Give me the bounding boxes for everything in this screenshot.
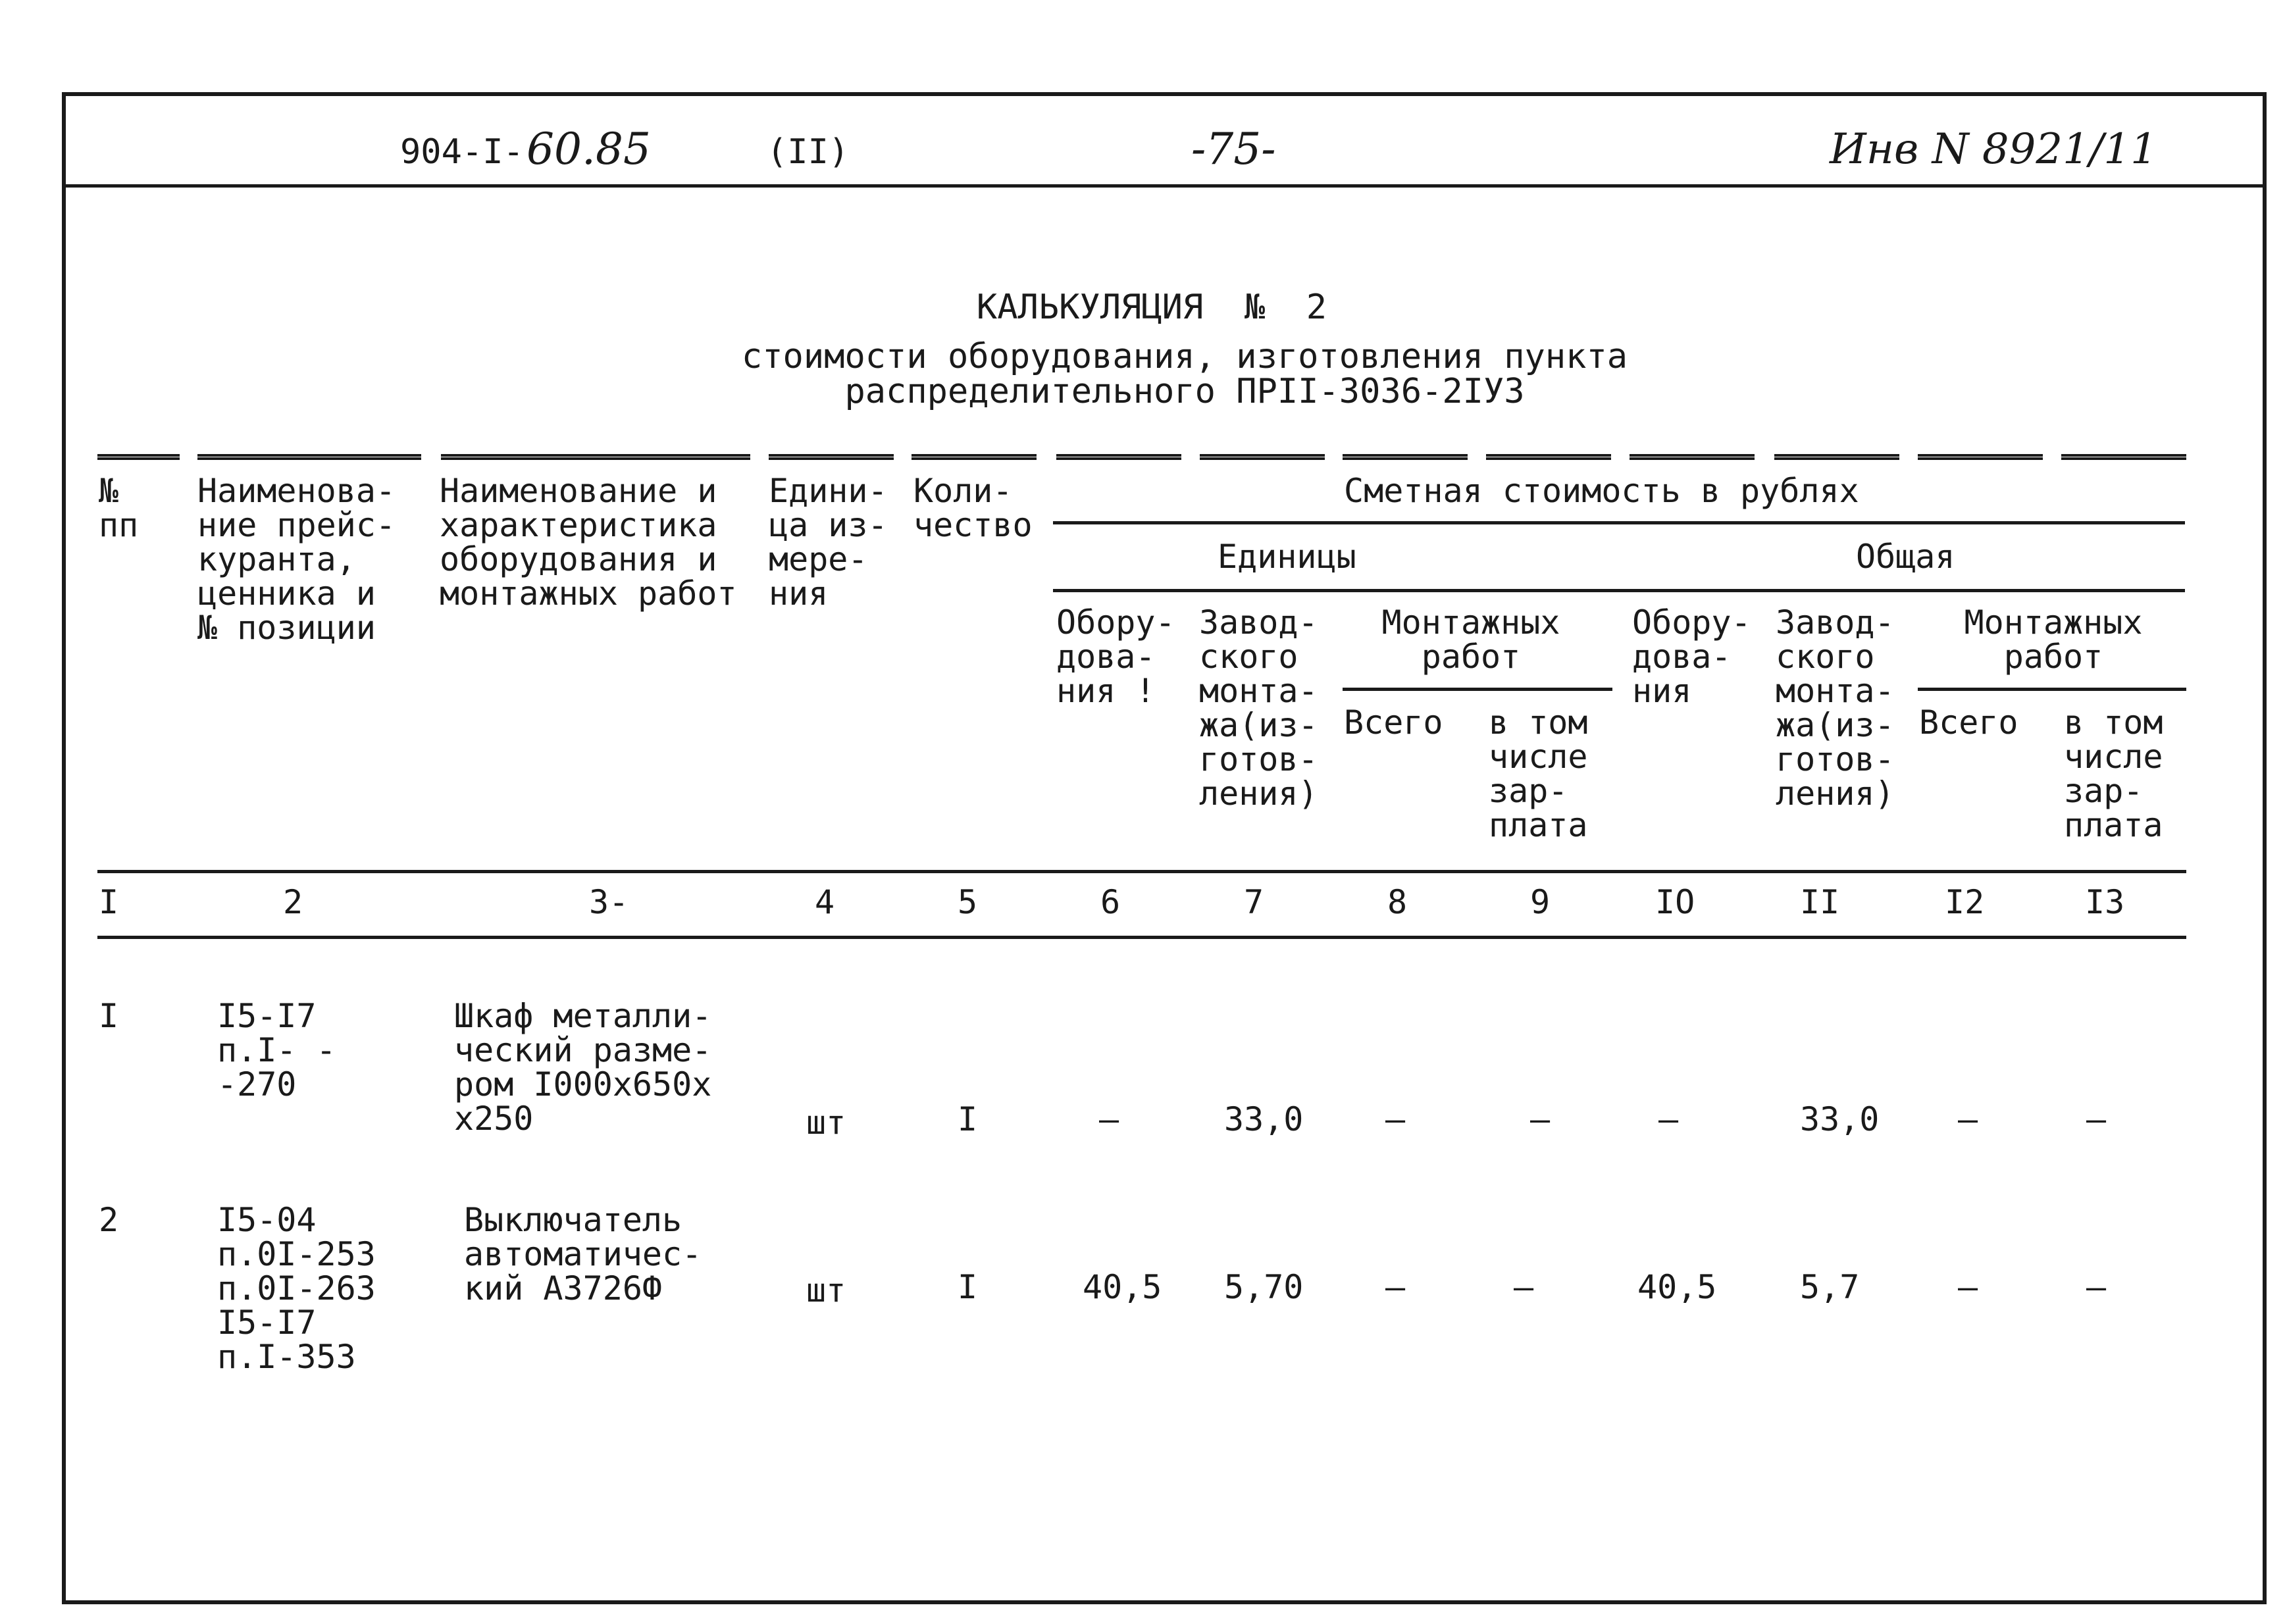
col-num-8: 8 — [1387, 883, 1408, 921]
volume-number: (II) — [767, 132, 850, 172]
table-top-rule — [197, 454, 421, 460]
row1-num: I — [99, 997, 119, 1035]
col-num-7: 7 — [1244, 883, 1264, 921]
col-header-equip-unit: Обору- дова- ния ! — [1056, 603, 1175, 710]
col-num-11: II — [1800, 883, 1840, 921]
table-top-rule — [1200, 454, 1325, 460]
col-num-5: 5 — [958, 883, 978, 921]
header-divider — [66, 184, 2263, 188]
page-number: -75- — [1191, 124, 1276, 174]
row2-qty: I — [958, 1268, 978, 1306]
install-unit-rule — [1343, 688, 1612, 691]
col-num-13: I3 — [2085, 883, 2125, 921]
col-num-10: IO — [1655, 883, 1695, 921]
col-header-number: № пп — [99, 472, 139, 544]
col-header-unit-cost: Единицы — [1218, 538, 1356, 576]
row1-c8: – — [1385, 1100, 1406, 1138]
table-top-rule — [769, 454, 894, 460]
table-top-rule — [1630, 454, 1755, 460]
col-header-install-wage-total: в том числе зар- плата — [2064, 703, 2163, 844]
doc-code-handwritten: 60.85 — [526, 124, 651, 174]
col-header-install-wage-unit: в том числе зар- плата — [1489, 703, 1588, 844]
row2-unit: шт — [806, 1271, 846, 1309]
col-num-2: 2 — [283, 883, 303, 921]
row1-name: Шкаф металли- ческий разме- ром I000х650х х250 — [454, 997, 712, 1138]
table-top-rule — [1343, 454, 1468, 460]
row1-price-ref: I5-I7 п.I- - -270 — [217, 997, 336, 1104]
row1-c11: 33,0 — [1800, 1100, 1880, 1138]
row2-c13: – — [2086, 1268, 2107, 1306]
subgroup-rule — [1053, 589, 2185, 592]
col-num-4: 4 — [815, 883, 835, 921]
col-num-1: I — [99, 883, 119, 921]
table-top-rule — [911, 454, 1037, 460]
col-header-qty: Коли- чество — [913, 472, 1033, 544]
row1-c12: – — [1958, 1100, 1978, 1138]
row1-qty: I — [958, 1100, 978, 1138]
col-header-total-cost: Общая — [1856, 538, 1955, 576]
numbers-top-rule — [97, 870, 2186, 873]
numbers-bottom-rule — [97, 936, 2186, 939]
row2-c10: 40,5 — [1637, 1268, 1717, 1306]
row2-c8: – — [1385, 1268, 1406, 1306]
col-header-install-all-total: Всего — [1919, 703, 2018, 742]
table-top-rule — [1486, 454, 1611, 460]
calc-title: КАЛЬКУЛЯЦИЯ № 2 — [976, 288, 1327, 327]
col-num-12: I2 — [1945, 883, 1985, 921]
calc-subtitle-1: стоимости оборудования, изготовления пункта — [741, 337, 1628, 376]
row2-c9: – — [1514, 1268, 1534, 1306]
calc-subtitle-2: распределительного ПРII-3036-2IУ3 — [844, 372, 1525, 411]
table-top-rule — [441, 454, 750, 460]
row1-c13: – — [2086, 1100, 2107, 1138]
col-num-3: 3- — [589, 883, 629, 921]
row1-c9: – — [1530, 1100, 1551, 1138]
table-top-rule — [1774, 454, 1899, 460]
inventory-number: Инв N 8921/11 — [1830, 125, 2157, 174]
col-header-equip-total: Обору- дова- ния — [1632, 603, 1751, 710]
install-total-rule — [1918, 688, 2186, 691]
col-num-6: 6 — [1100, 883, 1121, 921]
col-header-factory-total: Завод- ского монта- жа(из- готов- ления) — [1776, 603, 1895, 813]
doc-code: 904-I- — [400, 132, 524, 172]
cost-group-rule — [1053, 521, 2185, 524]
col-header-cost-group: Сметная стоимость в рублях — [1344, 472, 1859, 510]
table-top-rule — [2061, 454, 2186, 460]
row1-c6: – — [1099, 1100, 1119, 1138]
row2-price-ref: I5-04 п.0I-253 п.0I-263 I5-I7 п.I-353 — [217, 1201, 376, 1376]
row1-unit: шт — [806, 1104, 846, 1142]
row2-name: Выключатель автоматичес- кий А3726Ф — [464, 1201, 702, 1307]
row2-c12: – — [1958, 1268, 1978, 1306]
row2-c7: 5,70 — [1224, 1268, 1304, 1306]
row1-c10: – — [1658, 1100, 1679, 1138]
col-header-unit: Едини- ца из- мере- ния — [769, 472, 888, 613]
col-num-9: 9 — [1530, 883, 1551, 921]
row2-num: 2 — [99, 1201, 119, 1239]
col-header-factory-unit: Завод- ского монта- жа(из- готов- ления) — [1199, 603, 1318, 813]
table-top-rule — [1056, 454, 1181, 460]
row2-c11: 5,7 — [1800, 1268, 1860, 1306]
col-header-install-all-unit: Всего — [1344, 703, 1443, 742]
table-top-rule — [1918, 454, 2043, 460]
row1-c7: 33,0 — [1224, 1100, 1304, 1138]
col-header-install-unit: Монтажных работ — [1381, 603, 1560, 676]
col-header-price-ref: Наименова- ние прейс- куранта, ценника и № позиции — [197, 472, 396, 647]
row2-c6: 40,5 — [1083, 1268, 1162, 1306]
col-header-install-total: Монтажных работ — [1964, 603, 2143, 676]
col-header-name: Наименование и характеристика оборудования и монтажных работ — [440, 472, 737, 613]
table-top-rule — [97, 454, 180, 460]
